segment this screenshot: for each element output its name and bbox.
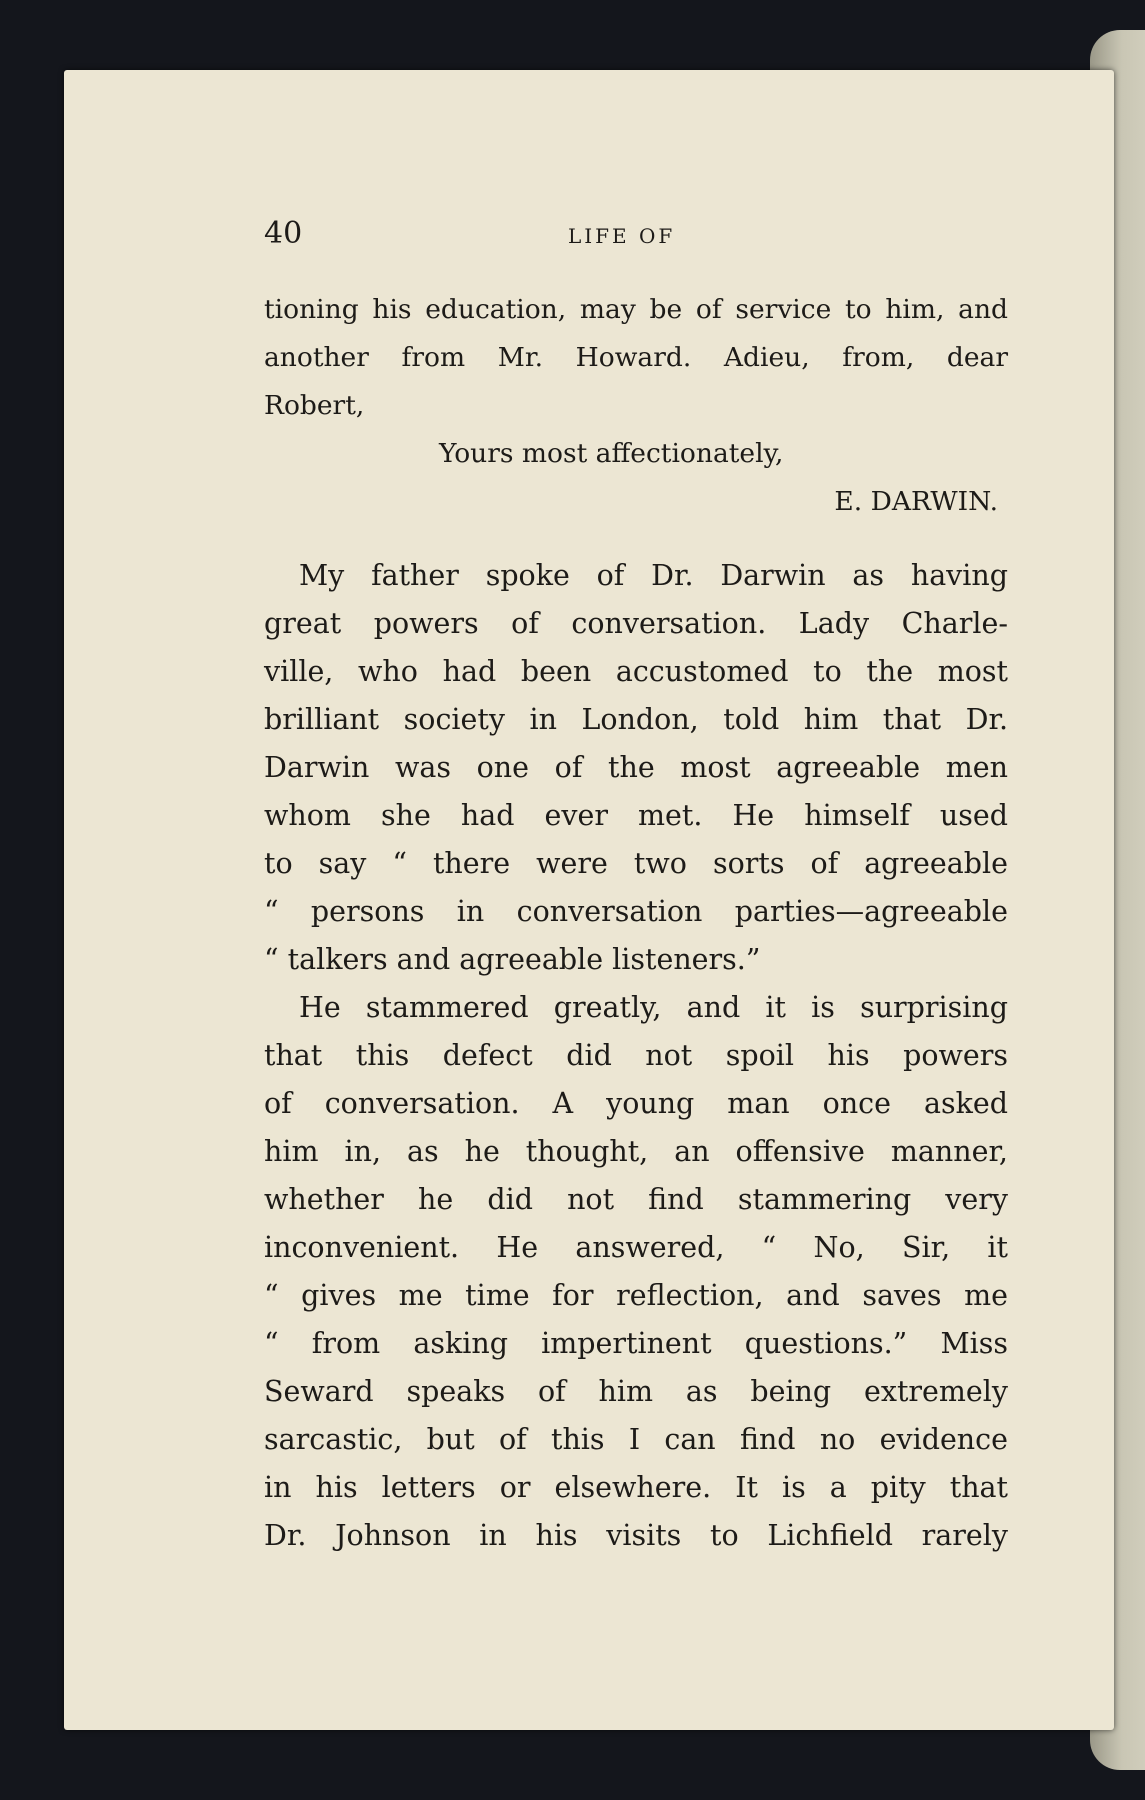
- running-head: LIFE OF: [568, 224, 676, 248]
- text-line: sarcastic, but of this I can find no evidence: [264, 1423, 1008, 1456]
- letter-signature: E. DARWIN.: [834, 486, 998, 517]
- page-header: [264, 216, 1014, 260]
- text-line: “ persons in conversation parties—agreeable: [264, 895, 1008, 928]
- text-line: him in, as he thought, an offensive manner,: [264, 1135, 1008, 1168]
- text-line: Darwin was one of the most agreeable men: [264, 751, 1008, 784]
- text-line: brilliant society in London, told him that Dr.: [264, 703, 1008, 736]
- text-line: tioning his education, may be of service to him, and: [264, 294, 1008, 325]
- body-text: [264, 286, 1008, 1560]
- letter-closing: Yours most affectionately,: [439, 438, 784, 469]
- text-line: to say “ there were two sorts of agreeable: [264, 847, 1008, 880]
- text-line: another from Mr. Howard. Adieu, from, dear: [264, 342, 1008, 373]
- text-line: Robert,: [264, 390, 365, 421]
- text-line: “ gives me time for reflection, and saves me: [264, 1279, 1008, 1312]
- text-line: He stammered greatly, and it is surprising: [299, 991, 1008, 1024]
- text-line: inconvenient. He answered, “ No, Sir, it: [264, 1231, 1008, 1264]
- text-line: “ from asking impertinent questions.” Miss: [264, 1327, 1008, 1360]
- text-line: Seward speaks of him as being extremely: [264, 1375, 1008, 1408]
- text-line: whom she had ever met. He himself used: [264, 799, 1008, 832]
- text-line: that this defect did not spoil his powers: [264, 1039, 1008, 1072]
- text-line: “ talkers and agreeable listeners.”: [264, 943, 761, 976]
- text-line: ville, who had been accustomed to the most: [264, 655, 1008, 688]
- text-line: My father spoke of Dr. Darwin as having: [299, 559, 1008, 592]
- text-line: of conversation. A young man once asked: [264, 1087, 1008, 1120]
- text-line: whether he did not find stammering very: [264, 1183, 1008, 1216]
- page-number: 40: [264, 216, 303, 251]
- text-line: great powers of conversation. Lady Charle-: [264, 607, 1008, 640]
- text-line: Dr. Johnson in his visits to Lichfield rarely: [264, 1519, 1008, 1552]
- text-line: in his letters or elsewhere. It is a pity that: [264, 1471, 1008, 1504]
